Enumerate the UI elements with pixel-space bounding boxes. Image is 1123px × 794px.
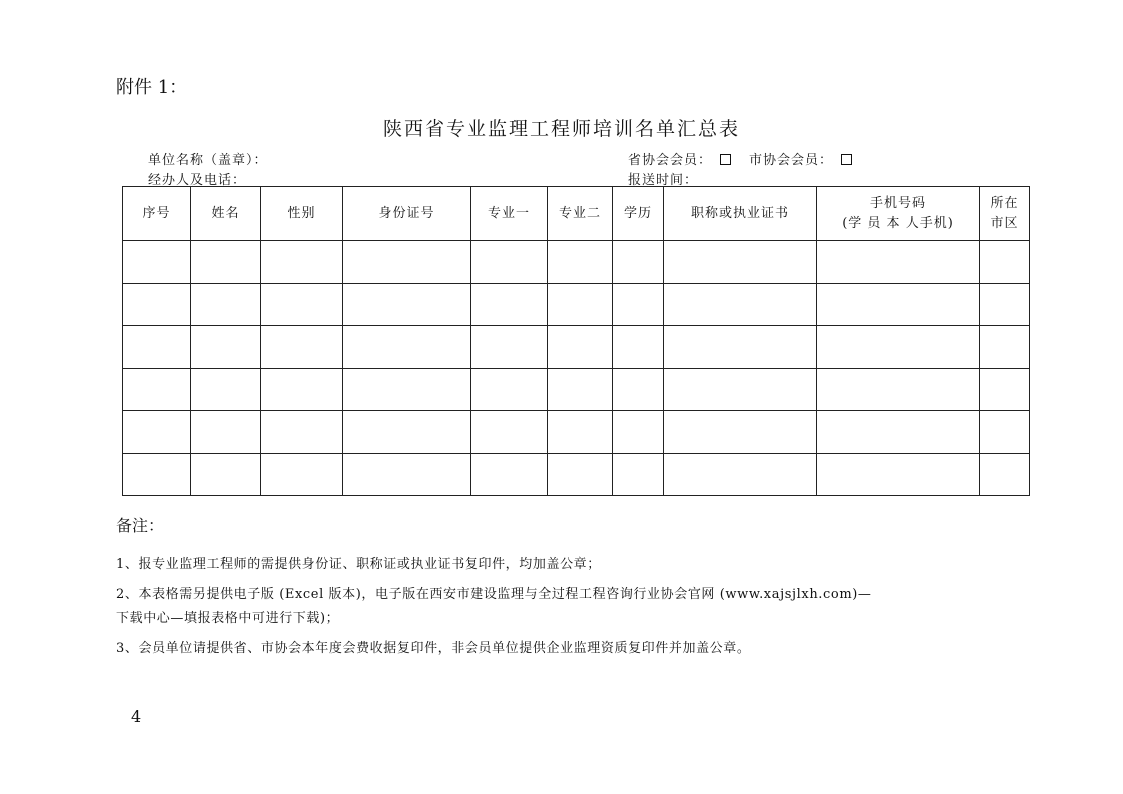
- table-cell[interactable]: [817, 241, 980, 284]
- table-cell[interactable]: [471, 326, 548, 369]
- col-header-id-number: 身份证号: [343, 187, 471, 241]
- table-cell[interactable]: [817, 368, 980, 411]
- table-cell[interactable]: [191, 241, 261, 284]
- table-cell[interactable]: [613, 326, 664, 369]
- table-cell[interactable]: [191, 326, 261, 369]
- table-cell[interactable]: [980, 241, 1030, 284]
- col-header-major-1: 专业一: [471, 187, 548, 241]
- table-cell[interactable]: [980, 453, 1030, 496]
- table-cell[interactable]: [471, 368, 548, 411]
- col-header-major-2: 专业二: [548, 187, 613, 241]
- table-cell[interactable]: [817, 411, 980, 454]
- table-cell[interactable]: [261, 283, 343, 326]
- table-cell[interactable]: [343, 241, 471, 284]
- table-cell[interactable]: [191, 368, 261, 411]
- table-cell[interactable]: [191, 411, 261, 454]
- table-cell[interactable]: [343, 453, 471, 496]
- report-time-label: 报送时间：: [628, 173, 699, 188]
- table-cell[interactable]: [548, 241, 613, 284]
- note-item-2-line-2: 下载中心—填报表格中可进行下载)；: [116, 611, 340, 626]
- table-cell[interactable]: [664, 283, 817, 326]
- table-cell[interactable]: [613, 411, 664, 454]
- table-cell[interactable]: [343, 368, 471, 411]
- note-item-1: 1、报专业监理工程师的需提供身份证、职称证或执业证书复印件，均加盖公章；: [116, 557, 601, 572]
- table-cell[interactable]: [817, 283, 980, 326]
- table-cell[interactable]: [664, 453, 817, 496]
- table-cell[interactable]: [613, 453, 664, 496]
- col-header-title-certificate: 职称或执业证书: [664, 187, 817, 241]
- table-cell[interactable]: [980, 368, 1030, 411]
- table-cell[interactable]: [980, 411, 1030, 454]
- table-cell[interactable]: [471, 241, 548, 284]
- table-row: [123, 368, 1030, 411]
- table-row: [123, 241, 1030, 284]
- col-header-district-line1: 所在: [990, 195, 1019, 211]
- table-cell[interactable]: [261, 411, 343, 454]
- roster-table: [122, 186, 1030, 496]
- table-header-row: [123, 187, 1030, 241]
- col-header-gender: 性别: [261, 187, 343, 241]
- table-row: [123, 283, 1030, 326]
- table-cell[interactable]: [123, 283, 191, 326]
- table-cell[interactable]: [191, 453, 261, 496]
- table-cell[interactable]: [123, 241, 191, 284]
- page-number: 4: [131, 707, 142, 726]
- table-cell[interactable]: [343, 326, 471, 369]
- membership-line: [628, 149, 870, 168]
- table-cell[interactable]: [613, 241, 664, 284]
- table-cell[interactable]: [123, 326, 191, 369]
- table-cell[interactable]: [261, 368, 343, 411]
- attachment-label: 附件 1：: [116, 77, 188, 98]
- table-cell[interactable]: [548, 326, 613, 369]
- table-cell[interactable]: [471, 411, 548, 454]
- table-cell[interactable]: [664, 411, 817, 454]
- table-cell[interactable]: [613, 368, 664, 411]
- table-cell[interactable]: [664, 326, 817, 369]
- contact-label: 经办人及电话：: [148, 173, 247, 188]
- table-cell[interactable]: [191, 283, 261, 326]
- table-cell[interactable]: [471, 283, 548, 326]
- table-cell[interactable]: [548, 368, 613, 411]
- city-member-label: 市协会会员：: [749, 153, 834, 168]
- table-cell[interactable]: [548, 453, 613, 496]
- table-row: [123, 326, 1030, 369]
- note-item-3: 3、会员单位请提供省、市协会本年度会费收据复印件，非会员单位提供企业监理资质复印件并加盖公章。: [116, 641, 751, 656]
- table-cell[interactable]: [471, 453, 548, 496]
- col-header-district-line2: 市区: [990, 215, 1019, 231]
- table-cell[interactable]: [980, 283, 1030, 326]
- city-member-checkbox[interactable]: [841, 154, 852, 165]
- table-cell[interactable]: [261, 453, 343, 496]
- table-row: [123, 411, 1030, 454]
- table-cell[interactable]: [343, 283, 471, 326]
- col-header-phone-line2: (学 员 本 人手机): [842, 215, 954, 231]
- table-cell[interactable]: [664, 368, 817, 411]
- table-cell[interactable]: [261, 241, 343, 284]
- province-member-label: 省协会会员：: [628, 153, 713, 168]
- document-title: 陕西省专业监理工程师培训名单汇总表: [382, 118, 740, 140]
- table-cell[interactable]: [343, 411, 471, 454]
- province-member-checkbox[interactable]: [720, 154, 731, 165]
- col-header-index: 序号: [123, 187, 191, 241]
- col-header-phone: [817, 187, 980, 241]
- notes-heading: 备注：: [116, 516, 165, 535]
- col-header-name: 姓名: [191, 187, 261, 241]
- table-cell[interactable]: [548, 411, 613, 454]
- table-cell[interactable]: [548, 283, 613, 326]
- note-item-2-line-1: 2、本表格需另提供电子版 (Excel 版本)，电子版在西安市建设监理与全过程工程咨询行业协会官网 (www.xajsjlxh.com)—: [116, 587, 872, 602]
- table-cell[interactable]: [664, 241, 817, 284]
- table-cell[interactable]: [980, 326, 1030, 369]
- table-cell[interactable]: [261, 326, 343, 369]
- table-cell[interactable]: [613, 283, 664, 326]
- table-cell[interactable]: [817, 326, 980, 369]
- col-header-district: [980, 187, 1030, 241]
- table-cell[interactable]: [123, 368, 191, 411]
- table-row: [123, 453, 1030, 496]
- unit-name-label: 单位名称（盖章）：: [148, 153, 268, 168]
- col-header-phone-line1: 手机号码: [869, 195, 926, 211]
- col-header-education: 学历: [613, 187, 664, 241]
- table-cell[interactable]: [123, 453, 191, 496]
- table-body: [123, 241, 1030, 496]
- table-cell[interactable]: [123, 411, 191, 454]
- table-cell[interactable]: [817, 453, 980, 496]
